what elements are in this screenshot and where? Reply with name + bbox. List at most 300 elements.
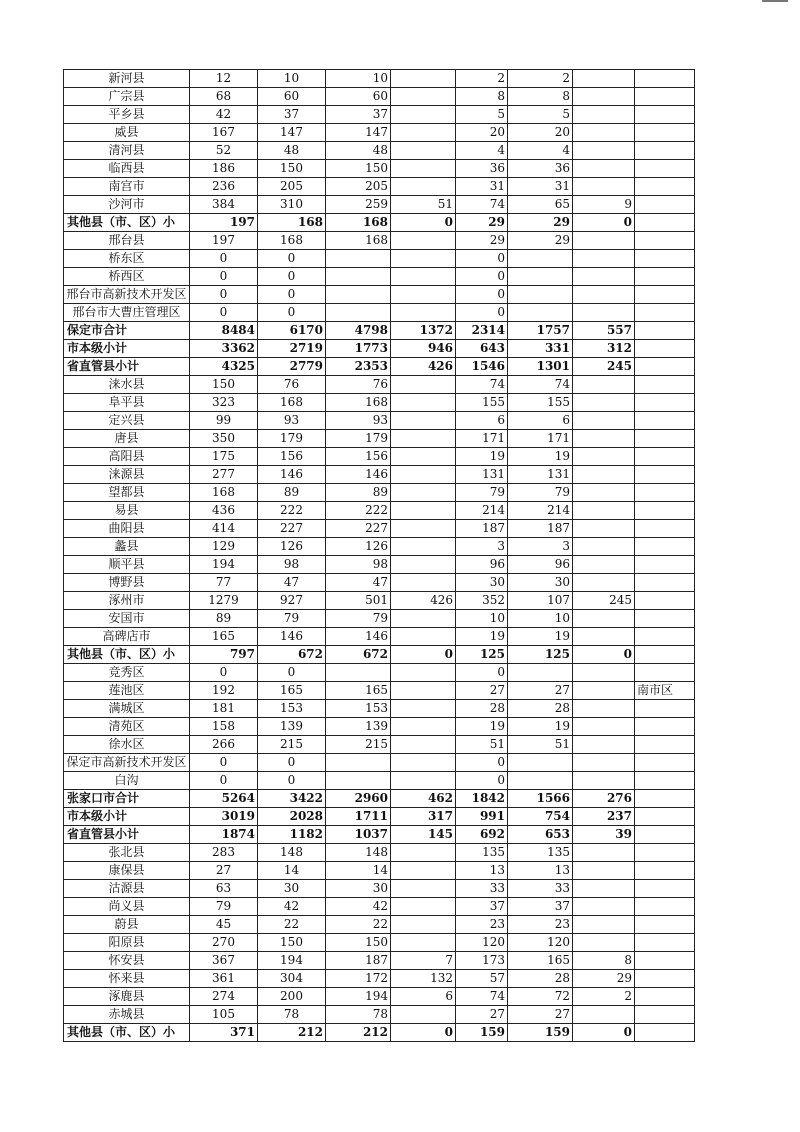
value-cell: 653 [508,826,573,844]
value-cell [573,862,635,880]
region-name-cell: 临西县 [64,160,190,178]
value-cell: 8 [456,88,508,106]
value-cell [391,394,456,412]
value-cell: 0 [573,214,635,232]
note-cell [635,844,695,862]
table-body [64,70,695,1042]
note-cell [635,754,695,772]
value-cell [391,898,456,916]
value-cell: 222 [326,502,391,520]
region-name-cell: 邢台市高新技术开发区 [64,286,190,304]
value-cell: 754 [508,808,573,826]
table-row [64,970,695,988]
value-cell: 125 [456,646,508,664]
value-cell: 9 [573,196,635,214]
value-cell: 350 [190,430,258,448]
value-cell [326,286,391,304]
value-cell: 179 [258,430,326,448]
value-cell: 352 [456,592,508,610]
table-row [64,502,695,520]
value-cell: 74 [456,196,508,214]
note-cell [635,358,695,376]
value-cell: 361 [190,970,258,988]
region-name-cell: 赤城县 [64,1006,190,1024]
value-cell: 23 [456,916,508,934]
value-cell: 168 [190,484,258,502]
value-cell: 89 [326,484,391,502]
value-cell: 4 [456,142,508,160]
value-cell: 45 [190,916,258,934]
region-name-cell: 清苑区 [64,718,190,736]
value-cell: 148 [258,844,326,862]
table-row [64,322,695,340]
value-cell: 31 [508,178,573,196]
value-cell: 197 [190,232,258,250]
value-cell [508,268,573,286]
value-cell [391,412,456,430]
value-cell: 12 [190,70,258,88]
budget-table [63,69,695,1042]
value-cell: 7 [391,952,456,970]
value-cell [573,70,635,88]
value-cell: 150 [326,160,391,178]
value-cell: 0 [258,268,326,286]
note-cell [635,826,695,844]
value-cell [391,124,456,142]
value-cell [573,160,635,178]
value-cell: 72 [508,988,573,1006]
table-row [64,1024,695,1042]
value-cell: 14 [258,862,326,880]
value-cell [573,484,635,502]
value-cell: 167 [190,124,258,142]
value-cell [391,538,456,556]
value-cell [573,610,635,628]
value-cell [391,142,456,160]
corner-scan-mark [762,0,788,2]
value-cell [573,916,635,934]
region-name-cell: 涞水县 [64,376,190,394]
region-name-cell: 市本级小计 [64,808,190,826]
value-cell: 215 [258,736,326,754]
value-cell: 187 [456,520,508,538]
value-cell: 52 [190,142,258,160]
note-cell [635,70,695,88]
note-cell [635,286,695,304]
table-row [64,448,695,466]
table-row [64,736,695,754]
value-cell [391,844,456,862]
value-cell: 266 [190,736,258,754]
value-cell: 120 [456,934,508,952]
value-cell: 74 [456,376,508,394]
table-row [64,520,695,538]
value-cell [391,88,456,106]
value-cell: 171 [456,430,508,448]
region-name-cell: 蔚县 [64,916,190,934]
value-cell: 197 [190,214,258,232]
value-cell: 147 [326,124,391,142]
region-name-cell: 怀安县 [64,952,190,970]
value-cell: 1874 [190,826,258,844]
value-cell [391,502,456,520]
value-cell: 5264 [190,790,258,808]
note-cell [635,574,695,592]
value-cell: 19 [508,718,573,736]
value-cell: 168 [258,394,326,412]
value-cell: 3 [456,538,508,556]
table-row [64,646,695,664]
table-row [64,826,695,844]
table-row [64,790,695,808]
value-cell: 159 [508,1024,573,1042]
value-cell: 29 [508,232,573,250]
value-cell: 150 [190,376,258,394]
value-cell: 37 [508,898,573,916]
note-cell [635,808,695,826]
value-cell: 42 [190,106,258,124]
value-cell: 131 [508,466,573,484]
value-cell: 797 [190,646,258,664]
value-cell: 2719 [258,340,326,358]
value-cell: 19 [508,628,573,646]
region-name-cell: 其他县（市、区）小 [64,1024,190,1042]
value-cell [573,142,635,160]
value-cell: 37 [258,106,326,124]
value-cell [573,754,635,772]
note-cell [635,952,695,970]
value-cell: 1372 [391,322,456,340]
value-cell [391,1006,456,1024]
value-cell: 36 [508,160,573,178]
table-row [64,178,695,196]
value-cell: 13 [508,862,573,880]
value-cell: 0 [456,664,508,682]
note-cell [635,178,695,196]
value-cell: 0 [456,286,508,304]
value-cell: 148 [326,844,391,862]
value-cell: 0 [258,304,326,322]
value-cell: 236 [190,178,258,196]
value-cell: 153 [258,700,326,718]
value-cell: 159 [456,1024,508,1042]
value-cell [573,106,635,124]
value-cell: 179 [326,430,391,448]
region-name-cell: 保定市合计 [64,322,190,340]
value-cell [391,700,456,718]
table-row [64,538,695,556]
value-cell [391,916,456,934]
note-cell [635,628,695,646]
table-row [64,286,695,304]
value-cell: 139 [326,718,391,736]
value-cell: 65 [508,196,573,214]
value-cell: 0 [456,268,508,286]
value-cell: 10 [456,610,508,628]
table-row [64,862,695,880]
value-cell: 426 [391,358,456,376]
value-cell: 31 [456,178,508,196]
value-cell [573,736,635,754]
value-cell: 99 [190,412,258,430]
note-cell [635,988,695,1006]
value-cell: 47 [258,574,326,592]
value-cell [391,610,456,628]
value-cell [573,466,635,484]
value-cell: 51 [391,196,456,214]
region-name-cell: 满城区 [64,700,190,718]
value-cell: 175 [190,448,258,466]
table-row [64,808,695,826]
value-cell: 222 [258,502,326,520]
value-cell: 48 [326,142,391,160]
value-cell: 227 [326,520,391,538]
table-row [64,268,695,286]
value-cell: 194 [326,988,391,1006]
value-cell [573,268,635,286]
note-cell [635,862,695,880]
value-cell: 150 [258,934,326,952]
value-cell [391,664,456,682]
value-cell: 79 [456,484,508,502]
value-cell: 145 [391,826,456,844]
value-cell: 317 [391,808,456,826]
value-cell [573,412,635,430]
note-cell [635,916,695,934]
value-cell [573,718,635,736]
value-cell: 0 [258,664,326,682]
value-cell [508,286,573,304]
region-name-cell: 省直管县小计 [64,826,190,844]
value-cell: 384 [190,196,258,214]
value-cell: 27 [190,862,258,880]
note-cell [635,142,695,160]
value-cell [573,628,635,646]
value-cell: 0 [258,286,326,304]
value-cell: 3019 [190,808,258,826]
value-cell [391,250,456,268]
value-cell: 0 [258,250,326,268]
value-cell: 4325 [190,358,258,376]
region-name-cell: 高阳县 [64,448,190,466]
note-cell [635,340,695,358]
region-name-cell: 涿州市 [64,592,190,610]
value-cell: 6 [456,412,508,430]
value-cell: 135 [456,844,508,862]
value-cell [391,484,456,502]
value-cell: 155 [456,394,508,412]
table-row [64,466,695,484]
value-cell: 20 [456,124,508,142]
value-cell [573,880,635,898]
value-cell: 19 [456,718,508,736]
table-row [64,682,695,700]
table-row [64,340,695,358]
note-cell [635,736,695,754]
value-cell: 78 [258,1006,326,1024]
value-cell: 33 [508,880,573,898]
value-cell [391,160,456,178]
region-name-cell: 市本级小计 [64,340,190,358]
value-cell: 0 [258,772,326,790]
value-cell: 48 [258,142,326,160]
value-cell: 120 [508,934,573,952]
value-cell: 946 [391,340,456,358]
value-cell: 8 [573,952,635,970]
value-cell [326,754,391,772]
value-cell: 212 [258,1024,326,1042]
value-cell: 259 [326,196,391,214]
value-cell: 371 [190,1024,258,1042]
region-name-cell: 桥东区 [64,250,190,268]
value-cell: 60 [258,88,326,106]
table-row [64,358,695,376]
region-name-cell: 桥西区 [64,268,190,286]
value-cell: 5 [456,106,508,124]
value-cell: 6170 [258,322,326,340]
value-cell: 1711 [326,808,391,826]
note-cell [635,538,695,556]
table-row [64,1006,695,1024]
value-cell: 1546 [456,358,508,376]
value-cell: 927 [258,592,326,610]
region-name-cell: 保定市高新技术开发区 [64,754,190,772]
region-name-cell: 涞源县 [64,466,190,484]
note-cell [635,1024,695,1042]
value-cell: 283 [190,844,258,862]
table-row [64,844,695,862]
value-cell: 20 [508,124,573,142]
table-row [64,250,695,268]
value-cell: 2 [508,70,573,88]
value-cell: 30 [456,574,508,592]
value-cell: 187 [326,952,391,970]
region-name-cell: 其他县（市、区）小 [64,646,190,664]
region-name-cell: 广宗县 [64,88,190,106]
value-cell: 274 [190,988,258,1006]
value-cell: 129 [190,538,258,556]
value-cell: 367 [190,952,258,970]
value-cell [573,844,635,862]
region-name-cell: 邢台市大曹庄管理区 [64,304,190,322]
value-cell: 3 [508,538,573,556]
value-cell: 2028 [258,808,326,826]
value-cell: 30 [326,880,391,898]
value-cell: 51 [456,736,508,754]
table-row [64,934,695,952]
table-row [64,304,695,322]
table-row [64,700,695,718]
value-cell [573,376,635,394]
value-cell: 194 [258,952,326,970]
value-cell [391,628,456,646]
value-cell: 39 [573,826,635,844]
table-row [64,70,695,88]
value-cell [573,664,635,682]
value-cell: 4798 [326,322,391,340]
value-cell: 192 [190,682,258,700]
region-name-cell: 沙河市 [64,196,190,214]
value-cell: 30 [508,574,573,592]
value-cell: 168 [326,214,391,232]
value-cell: 96 [456,556,508,574]
value-cell: 146 [326,466,391,484]
region-name-cell: 尚义县 [64,898,190,916]
value-cell [573,178,635,196]
region-name-cell: 南宫市 [64,178,190,196]
value-cell: 200 [258,988,326,1006]
value-cell: 10 [508,610,573,628]
value-cell [391,772,456,790]
value-cell: 79 [508,484,573,502]
value-cell: 0 [391,214,456,232]
value-cell: 277 [190,466,258,484]
value-cell [508,304,573,322]
value-cell: 105 [190,1006,258,1024]
table-row [64,142,695,160]
value-cell: 304 [258,970,326,988]
value-cell: 310 [258,196,326,214]
value-cell [573,520,635,538]
value-cell: 0 [258,754,326,772]
value-cell: 158 [190,718,258,736]
value-cell: 19 [456,448,508,466]
note-cell [635,448,695,466]
value-cell [508,250,573,268]
value-cell: 131 [456,466,508,484]
value-cell [391,106,456,124]
note-cell [635,718,695,736]
value-cell [573,430,635,448]
region-name-cell: 顺平县 [64,556,190,574]
value-cell: 98 [258,556,326,574]
value-cell: 19 [508,448,573,466]
value-cell: 68 [190,88,258,106]
value-cell: 125 [508,646,573,664]
region-name-cell: 张北县 [64,844,190,862]
value-cell: 51 [508,736,573,754]
value-cell [391,880,456,898]
value-cell [573,124,635,142]
value-cell: 1566 [508,790,573,808]
value-cell: 74 [456,988,508,1006]
value-cell: 672 [258,646,326,664]
value-cell: 28 [456,700,508,718]
value-cell: 23 [508,916,573,934]
value-cell: 27 [456,682,508,700]
value-cell: 1301 [508,358,573,376]
value-cell [326,664,391,682]
note-cell [635,466,695,484]
value-cell: 42 [326,898,391,916]
value-cell: 165 [508,952,573,970]
note-cell [635,322,695,340]
value-cell: 27 [456,1006,508,1024]
value-cell [391,178,456,196]
value-cell: 155 [508,394,573,412]
value-cell: 171 [508,430,573,448]
note-cell [635,556,695,574]
value-cell [573,772,635,790]
region-name-cell: 清河县 [64,142,190,160]
note-cell [635,772,695,790]
value-cell: 78 [326,1006,391,1024]
value-cell: 1757 [508,322,573,340]
table-row [64,916,695,934]
value-cell: 22 [326,916,391,934]
note-cell [635,970,695,988]
value-cell [573,394,635,412]
